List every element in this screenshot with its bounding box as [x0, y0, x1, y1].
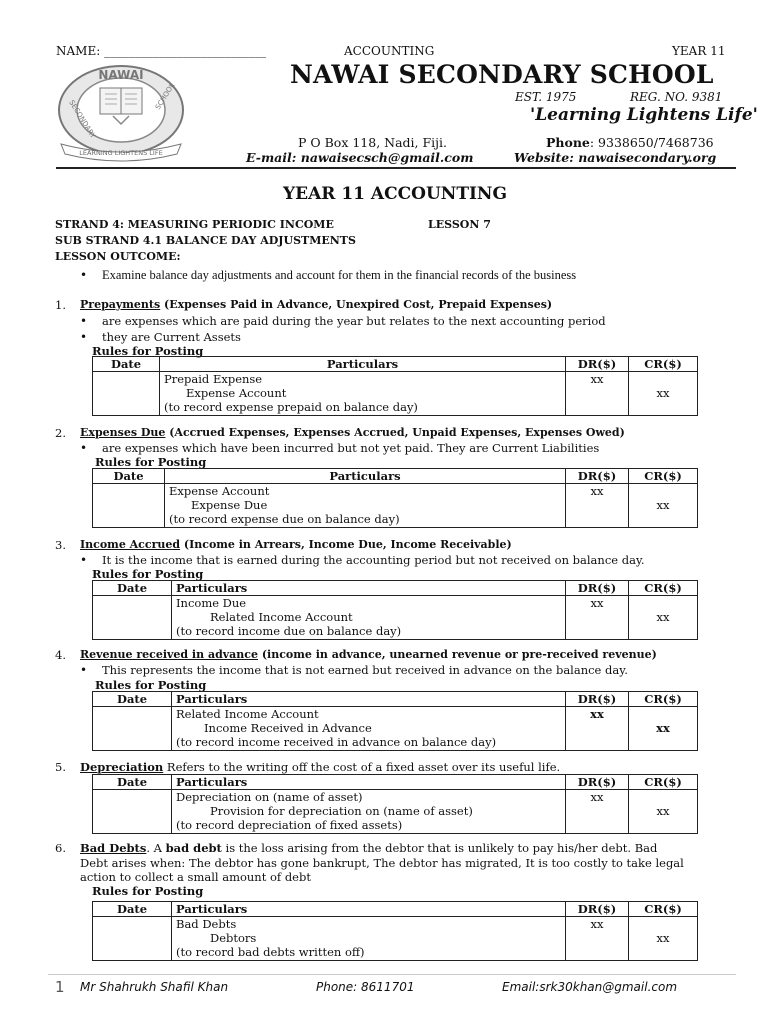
narration: (to record expense prepaid on balance day)	[164, 400, 418, 414]
sub-strand: SUB STRAND 4.1 BALANCE DAY ADJUSTMENTS	[55, 234, 356, 247]
rules-label: Rules for Posting	[95, 678, 207, 692]
col-dr: DR($)	[566, 357, 629, 372]
section-3-title: Income Accrued (Income in Arrears, Income Due, Income Receivable)	[80, 538, 512, 551]
section-5-heading: 5.	[55, 760, 66, 774]
dr-amount: xx	[590, 372, 604, 386]
page-number: 1	[55, 978, 65, 996]
outcome-text: Examine balance day adjustments and account for them in the financial records of the business	[102, 268, 577, 282]
name-field-label: NAME: ___________________________	[56, 44, 267, 58]
est-year: EST. 1975	[515, 90, 577, 104]
section-4-bullet-1: This represents the income that is not earned but received in advance on the balance day.	[102, 663, 628, 677]
svg-text:SECONDARY: SECONDARY	[67, 98, 98, 140]
section-4-title: Revenue received in advance (income in advance, unearned revenue or pre-received revenue)	[80, 648, 657, 661]
section-2-heading: 2.	[55, 426, 66, 440]
journal-table-5: Date Particulars DR($) CR($) Depreciation on (name of asset) Provision for depreciation on (name of asset) (to record depreciation of fixed assets) xx xx	[92, 774, 698, 834]
section-1-title: Prepayments (Expenses Paid in Advance, Unexpired Cost, Prepaid Expenses)	[80, 298, 553, 311]
rules-label: Rules for Posting	[92, 884, 204, 898]
cr-amount: xx	[656, 386, 670, 400]
section-6-line-2: Debt arises when: The debtor has gone bankrupt, The debtor has migrated, It is too costly to take legal	[80, 856, 684, 870]
journal-table-3: Date Particulars DR($) CR($) Income Due Related Income Account (to record income due on balance day) xx xx	[92, 580, 698, 640]
footer-email: Email:srk30khan@gmail.com	[502, 980, 678, 994]
subject-label: ACCOUNTING	[344, 44, 435, 58]
strand: STRAND 4: MEASURING PERIODIC INCOME	[55, 218, 334, 231]
svg-text:SCHOOL: SCHOOL	[153, 81, 177, 112]
section-6-line-3: action to collect a small amount of debt	[80, 870, 311, 884]
bullet: •	[80, 663, 88, 677]
section-2-title: Expenses Due (Accrued Expenses, Expenses Accrued, Unpaid Expenses, Expenses Owed)	[80, 426, 625, 439]
header-rule	[56, 167, 736, 169]
reg-number: REG. NO. 9381	[630, 90, 723, 104]
bullet: •	[80, 314, 88, 328]
rules-label: Rules for Posting	[95, 455, 207, 469]
col-particulars: Particulars	[160, 357, 566, 372]
col-date: Date	[93, 357, 160, 372]
school-motto: 'Learning Lightens Life'	[530, 105, 758, 125]
school-logo	[55, 60, 190, 165]
section-1-bullet-2: they are Current Assets	[102, 330, 241, 344]
footer-rule	[48, 974, 736, 975]
year-label: YEAR 11	[672, 44, 726, 58]
svg-text:LEARNING LIGHTENS LIFE: LEARNING LIGHTENS LIFE	[79, 149, 163, 157]
section-6-heading: 6.	[55, 841, 66, 855]
rules-label: Rules for Posting	[92, 567, 204, 581]
credit-account: Expense Account	[186, 386, 287, 400]
rules-label: Rules for Posting	[92, 344, 204, 358]
school-phone: Phone: 9338650/7468736	[546, 135, 714, 150]
bullet: •	[80, 268, 88, 282]
outcome-label: LESSON OUTCOME:	[55, 250, 181, 263]
school-address: P O Box 118, Nadi, Fiji.	[298, 135, 447, 150]
page-title: YEAR 11 ACCOUNTING	[283, 184, 507, 204]
journal-table-1	[92, 356, 698, 416]
section-3-bullet-1: It is the income that is earned during the accounting period but not received on balance day.	[102, 553, 645, 567]
school-website: Website: nawaisecondary.org	[514, 150, 717, 165]
section-2-bullet-1: are expenses which have been incurred but not yet paid. They are Current Liabilities	[102, 441, 600, 455]
svg-text:NAWAI: NAWAI	[98, 68, 144, 82]
journal-table-4: Date Particulars DR($) CR($) Related Income Account Income Received in Advance (to record income received in advance on balance day) xx xx	[92, 691, 698, 751]
bullet: •	[80, 330, 88, 344]
school-name: NAWAI SECONDARY SCHOOL	[290, 60, 714, 89]
section-1-heading: 1.	[55, 298, 66, 312]
journal-table-6: Date Particulars DR($) CR($) Bad Debts Debtors (to record bad debts written off) xx xx	[92, 901, 698, 961]
school-email: E-mail: nawaisecsch@gmail.com	[246, 150, 474, 165]
section-3-heading: 3.	[55, 538, 66, 552]
section-5-title: Depreciation Refers to the writing off the cost of a fixed asset over its useful life.	[80, 760, 561, 774]
bullet: •	[80, 553, 88, 567]
lesson-number: LESSON 7	[428, 218, 491, 231]
section-4-heading: 4.	[55, 648, 66, 662]
section-1-bullet-1: are expenses which are paid during the year but relates to the next accounting period	[102, 314, 606, 328]
journal-table-2: Date Particulars DR($) CR($) Expense Account Expense Due (to record expense due on balance day) xx xx	[92, 468, 698, 528]
footer-author: Mr Shahrukh Shafil Khan	[80, 980, 229, 994]
col-cr: CR($)	[629, 357, 698, 372]
section-6-title: Bad Debts. A bad debt is the loss arising from the debtor that is unlikely to pay his/her debt. Bad	[80, 841, 658, 855]
footer-phone: Phone: 8611701	[316, 980, 415, 994]
debit-account: Prepaid Expense	[164, 372, 263, 386]
bullet: •	[80, 441, 88, 455]
